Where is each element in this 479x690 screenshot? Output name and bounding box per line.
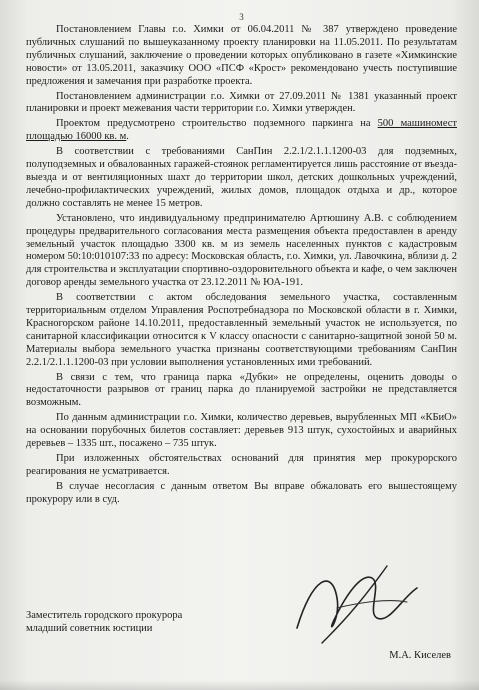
signatory-name: М.А. Киселев: [389, 650, 451, 661]
scan-shadow: [0, 680, 479, 690]
paragraph-appeal-right: В случае несогласия с данным ответом Вы вправе обжаловать его вышестоящему прокурору или в суд.: [26, 480, 457, 505]
paragraph-no-measures: При изложенных обстоятельствах оснований для принятия мер прокурорского реагирования не усматривается.: [26, 453, 457, 477]
paragraph-project-approval: Постановлением администрации г.о. Химки от 27.09.2011 № 1381 указанный проект планировки и проект межевания части территории г.о. Химки утвержден.: [26, 90, 457, 115]
paragraph-underground-parking: [26, 118, 457, 144]
signatory-position-line2: младший советник юстиции: [26, 622, 153, 634]
paragraph-sanpin-requirements: В соответствии с требованиями СанПин 2.2.1/2.1.1.1200-03 для подземных, полуподземных и обвалованных гаражей-стоянок регламентируется лишь расстояние от въезда-выезда и от вентиляционных шахт до территории школ, детских дошкольных учреждений, лечебно-профилактических учреждений, жилых домов, площадок отдыха и др., которое должно составлять не менее 15 метров.: [26, 146, 457, 209]
parking-underlined-text: 500 машиномест площадью 16000 кв. м: [26, 118, 457, 143]
paragraph-public-hearings: Постановлением Главы г.о. Химки от 06.04.2011 № 387 утверждено проведение публичных слушаний по вышеуказанному проекту планировки на 11.05.2011. По результатам публичных слушаний, заключение о проведении которых опубликовано в газете «Химкинские новости» от 13.05.2011, заказчику ООО «ПСФ «Крост» рекомендовано учесть поступившие предложения и замечания при разработке проекта.: [26, 24, 457, 87]
signatory-position-line1: Заместитель городского прокурора: [26, 610, 183, 621]
paragraph-park-boundary: В связи с тем, что граница парка «Дубки» не определены, оценить доводы о недостаточности разрывов от границ парка до планируемой застройки не представляется возможным.: [26, 371, 457, 409]
paragraph-inspection-act: В соответствии с актом обследования земельного участка, составленным территориальным отделом Управления Роспотребнадзора по Московской области в г. Химки, Красногорском районе 14.10.2011, предоставленный земельный участок не используется, по санитарной классификации относится к V классу опасности с санитарно-защитной зоной 50 м. Материалы выбора земельного участка признаны соответствующими требованиям СанПин 2.2.1/2.1.1.1200-03 при условии выполнения установленных ими требований.: [26, 292, 457, 368]
paragraph-land-lease: Установлено, что индивидуальному предпринимателю Артюшину А.В. с соблюдением процедуры предварительного согласования места размещения объекта предоставлен в аренду земельный участок площадью 3300 кв. м из земель населенных пунктов с кадастровым номером 50:10:010107:33 по адресу: Московская область, г.о. Химки, ул. Лавочкина, вблизи д. 2 для строительства и эксплуатации спортивно-оздоровительного объекта и кафе, о чем заключен договор аренды земельного участка от 23.12.2011 № ЮА-191.: [26, 212, 457, 289]
page-number: 3: [239, 12, 244, 22]
signature-block: [26, 610, 457, 661]
handwritten-signature: [277, 558, 427, 653]
paragraph-trees-count: По данным администрации г.о. Химки, количество деревьев, вырубленных МП «КБиО» на основании порубочных билетов составляет: деревьев 913 штук, сухостойных и аварийных деревьев – 1335 шт., посажено – 735 штук.: [26, 412, 457, 450]
parking-text-before: Проектом предусмотрено строительство подземного паркинга на: [56, 118, 378, 130]
parking-text-after: .: [126, 131, 129, 143]
